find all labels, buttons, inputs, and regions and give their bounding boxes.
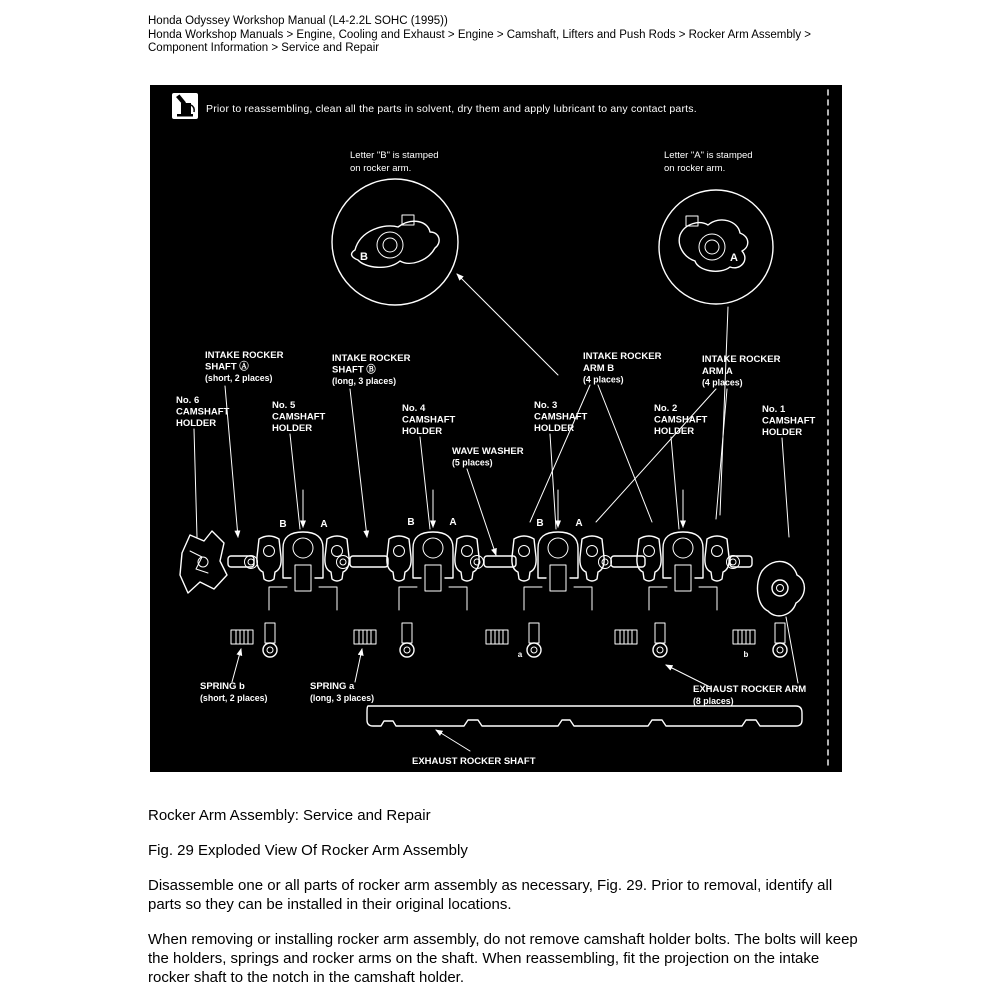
arm-letter: A xyxy=(575,518,583,529)
svg-text:SHAFT Ⓑ: SHAFT Ⓑ xyxy=(332,364,376,376)
wave-washer xyxy=(599,556,612,569)
label-holder-3: No. 3 xyxy=(534,400,558,411)
svg-text:(5 places): (5 places) xyxy=(452,457,493,468)
detail-circle-b xyxy=(332,150,558,375)
exhaust-rocker-arm xyxy=(527,623,541,657)
label-spring-b: SPRING b xyxy=(200,681,245,692)
breadcrumb: Honda Workshop Manuals > Engine, Cooling and Exhaust > Engine > Camshaft, Lifters and Push Rods > Rocker Arm Assembly > Component Information > Service and Repair xyxy=(148,28,811,54)
detail-b-caption-2: on rocker arm. xyxy=(350,163,412,174)
exhaust-rocker-arm xyxy=(400,623,414,657)
detail-a-caption-2: on rocker arm. xyxy=(664,163,726,174)
svg-text:HOLDER: HOLDER xyxy=(654,426,695,437)
intake-rocker-arm xyxy=(580,536,604,581)
figure-caption: Fig. 29 Exploded View Of Rocker Arm Assembly xyxy=(148,842,468,859)
detail-b-caption-1: Letter "B" is stamped xyxy=(350,150,439,161)
label-exhaust-arm: EXHAUST ROCKER ARM xyxy=(693,684,807,695)
intake-rocker-arm xyxy=(637,536,661,581)
intake-rocker-arm xyxy=(387,536,411,581)
svg-text:(4 places): (4 places) xyxy=(702,377,743,388)
part-labels xyxy=(176,350,815,767)
exhaust-rocker-arm xyxy=(263,623,277,657)
label-holder-5: No. 5 xyxy=(272,400,296,411)
svg-text:ARM B: ARM B xyxy=(583,363,615,374)
label-intake-shaft-a: INTAKE ROCKER xyxy=(205,350,284,361)
svg-text:CAMSHAFT: CAMSHAFT xyxy=(272,411,326,423)
svg-text:CAMSHAFT: CAMSHAFT xyxy=(534,411,588,423)
svg-text:HOLDER: HOLDER xyxy=(762,427,803,438)
svg-text:(long, 3 places): (long, 3 places) xyxy=(332,376,397,386)
exhaust-rocker-shaft-shape xyxy=(367,706,802,726)
paragraph-2: When removing or installing rocker arm assembly, do not remove camshaft holder bolts. The bolts will keep the holders, springs and rocker arms on the shaft. When reassembling, fit the projection on the intake rocker shaft to the notch in the camshaft holder. xyxy=(148,931,858,986)
svg-text:(long, 3 places): (long, 3 places) xyxy=(310,693,375,703)
assembly-row xyxy=(180,517,804,616)
wave-washer xyxy=(471,556,484,569)
spring-row xyxy=(231,623,787,659)
intake-rocker-arm xyxy=(455,536,479,581)
label-intake-shaft-b: INTAKE ROCKER xyxy=(332,353,411,364)
label-exhaust-shaft: EXHAUST ROCKER SHAFT xyxy=(412,756,536,767)
svg-text:(short, 2 places): (short, 2 places) xyxy=(200,693,268,703)
svg-text:CAMSHAFT: CAMSHAFT xyxy=(654,414,708,426)
detail-a-caption-1: Letter "A" is stamped xyxy=(664,150,753,161)
svg-text:(8 places): (8 places) xyxy=(693,696,734,706)
label-holder-6: No. 6 xyxy=(176,395,200,406)
rocker-arm-figure xyxy=(150,85,842,772)
spring-letter-b: b xyxy=(743,650,749,659)
svg-text:CAMSHAFT: CAMSHAFT xyxy=(176,406,230,418)
section-heading: Rocker Arm Assembly: Service and Repair xyxy=(148,807,431,824)
svg-text:HOLDER: HOLDER xyxy=(176,418,217,429)
stamp-letter-b: B xyxy=(360,251,368,263)
valve-spring xyxy=(615,630,637,644)
svg-text:CAMSHAFT: CAMSHAFT xyxy=(762,415,816,427)
arm-letter: B xyxy=(279,519,287,530)
page-header xyxy=(148,15,848,56)
intake-rocker-arm xyxy=(257,536,281,581)
arm-letter: A xyxy=(449,517,457,528)
valve-spring xyxy=(231,630,253,644)
detail-circle-a xyxy=(659,150,773,515)
svg-text:HOLDER: HOLDER xyxy=(272,423,313,434)
valve-spring xyxy=(354,630,376,644)
exhaust-rocker-arm xyxy=(653,623,667,657)
label-intake-arm-a: INTAKE ROCKER xyxy=(702,354,781,365)
right-end-rocker-arm-shape xyxy=(757,561,804,615)
svg-text:CAMSHAFT: CAMSHAFT xyxy=(402,414,456,426)
paragraph-1: Disassemble one or all parts of rocker arm assembly as necessary, Fig. 29. Prior to removal, identify all parts so they can be installed in their original locations. xyxy=(148,877,833,913)
manual-title: Honda Odyssey Workshop Manual (L4-2.2L SOHC (1995)) xyxy=(148,15,448,27)
valve-spring xyxy=(733,630,755,644)
arm-letter: A xyxy=(320,519,328,530)
label-wave-washer: WAVE WASHER xyxy=(452,446,524,457)
svg-text:ARM A: ARM A xyxy=(702,366,733,377)
arm-letter: B xyxy=(407,517,415,528)
label-holder-1: No. 1 xyxy=(762,404,786,415)
label-spring-a: SPRING a xyxy=(310,681,355,692)
spring-letter-a: a xyxy=(517,650,523,659)
diagram-note: Prior to reassembling, clean all the parts in solvent, dry them and apply lubricant to any contact parts. xyxy=(206,103,697,115)
intake-rocker-arm xyxy=(705,536,729,581)
valve-spring xyxy=(486,630,508,644)
svg-text:HOLDER: HOLDER xyxy=(402,426,443,437)
left-end-holder-shape xyxy=(180,531,227,593)
svg-text:(short, 2 places): (short, 2 places) xyxy=(205,373,273,383)
svg-text:(4 places): (4 places) xyxy=(583,374,624,385)
label-holder-4: No. 4 xyxy=(402,403,426,414)
lubricant-icon xyxy=(172,93,198,119)
arm-letter: B xyxy=(536,518,544,529)
wave-washer xyxy=(337,556,350,569)
exhaust-rocker-arm xyxy=(773,623,787,657)
svg-text:HOLDER: HOLDER xyxy=(534,423,575,434)
svg-text:SHAFT Ⓐ: SHAFT Ⓐ xyxy=(205,361,249,373)
label-intake-arm-b: INTAKE ROCKER xyxy=(583,351,662,362)
stamp-letter-a: A xyxy=(730,252,738,264)
exploded-view-diagram xyxy=(150,85,842,772)
label-holder-2: No. 2 xyxy=(654,403,678,414)
